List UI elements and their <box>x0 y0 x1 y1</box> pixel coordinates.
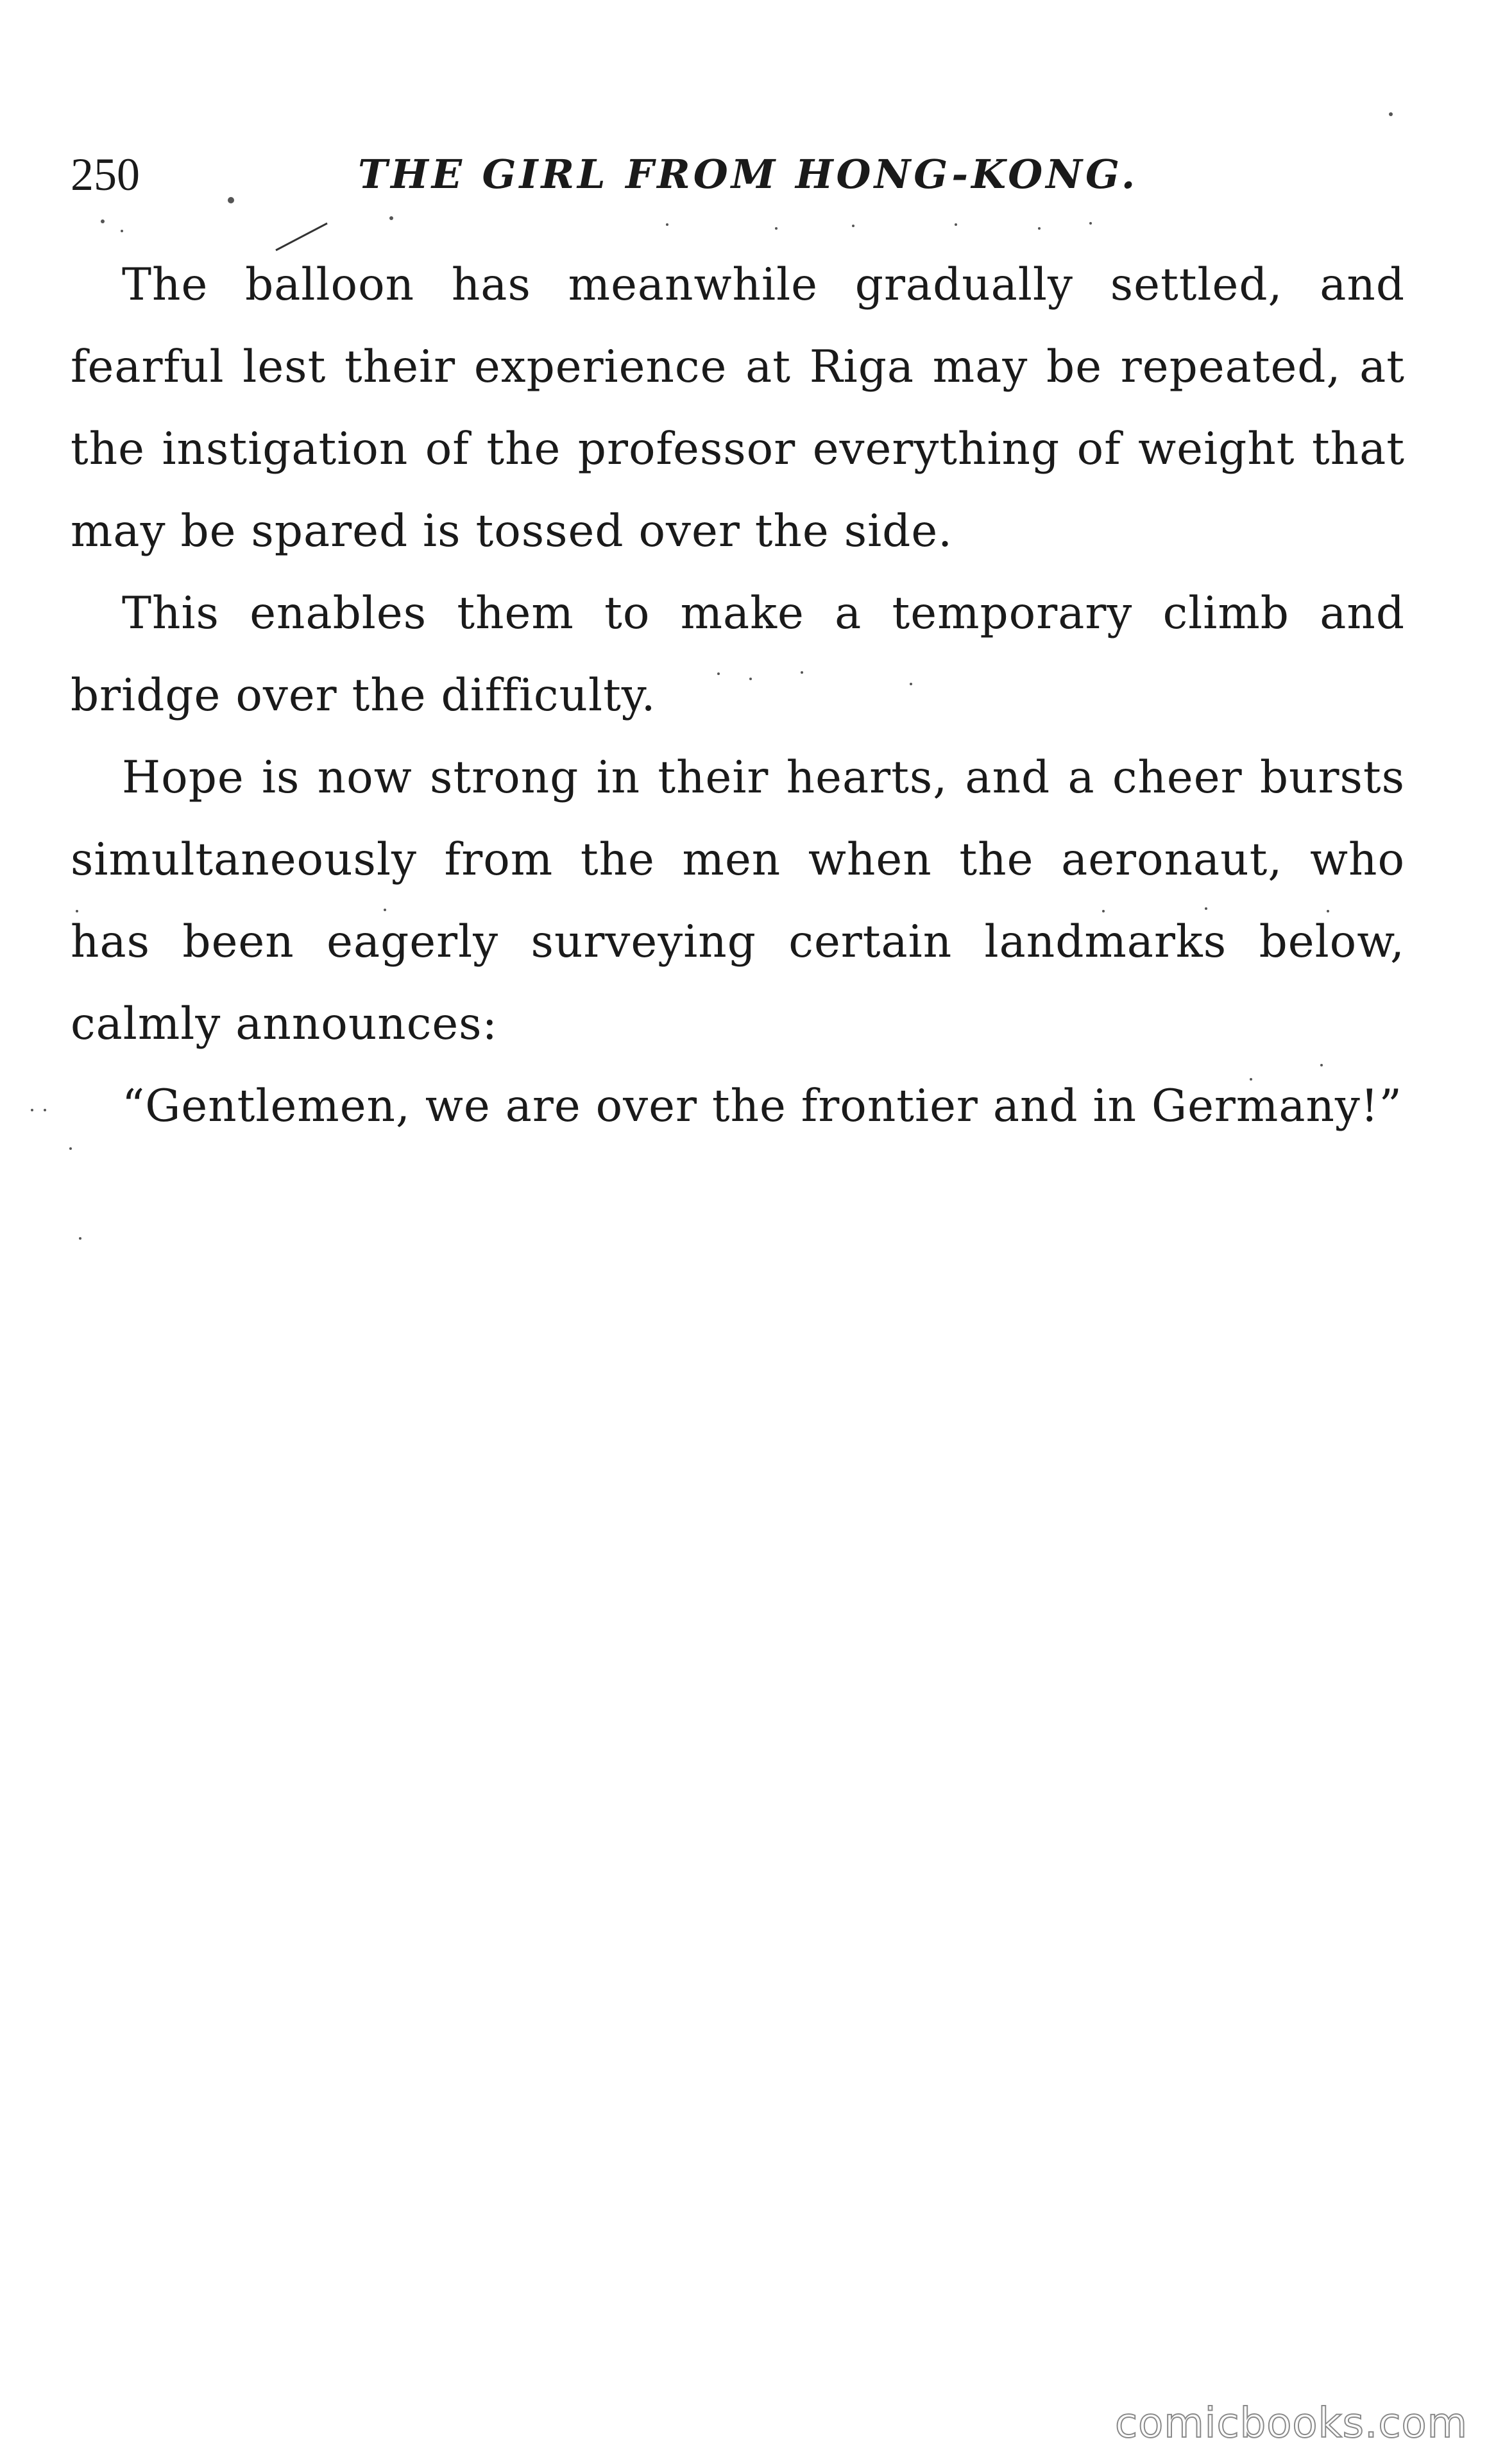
running-title: THE GIRL FROM HONG-KONG. <box>358 151 1139 198</box>
paragraph: This enables them to make a temporary climb and bridge over the difficulty. <box>71 588 1405 721</box>
paragraph: Hope is now strong in their hearts, and a cheer bursts simultaneously from the men when the aeronaut, who has been eagerly surveying certain landmarks below, calmly announces: <box>71 752 1405 1050</box>
page-number: 250 <box>71 149 140 200</box>
running-head <box>71 142 1405 213</box>
paragraph: “Gentlemen, we are over the frontier and in Germany!” <box>122 1081 1402 1132</box>
body-text <box>71 244 1405 1147</box>
paragraph: The balloon has meanwhile gradually settled, and fearful lest their experience at Riga may be repeated, at the instigation of the professor everything of weight that may be spared is tossed over the side. <box>71 259 1405 557</box>
watermark: comicbooks.com <box>1114 2400 1468 2447</box>
